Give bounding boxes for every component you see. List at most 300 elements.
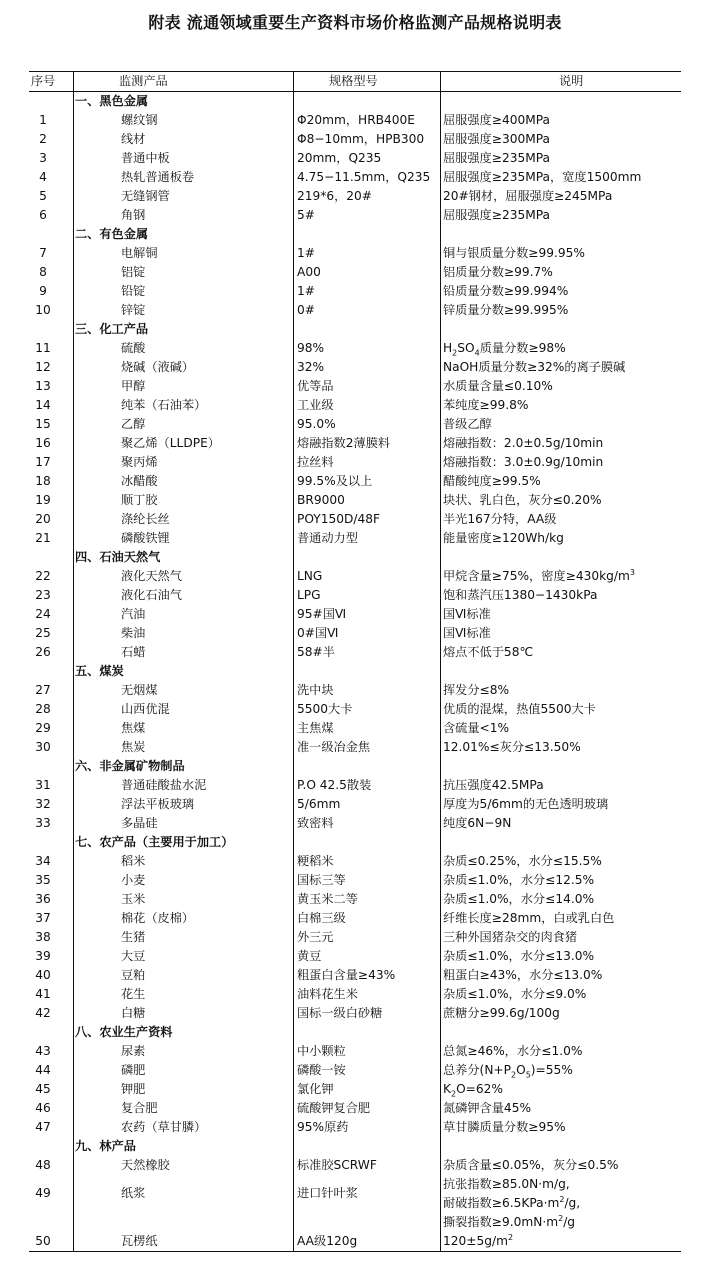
row-number: 13 [35,379,51,393]
column-divider [73,130,74,149]
column-divider [73,833,74,852]
table-row [29,605,681,624]
row-product: 豆粕 [121,968,146,982]
column-divider [73,149,74,168]
column-divider [73,605,74,624]
desc-part: 甲烷含量≥75%，密度≥430kg/m [443,569,630,583]
row-spec: 硫酸钾复合肥 [297,1101,371,1115]
column-divider [440,1042,441,1061]
column-divider [440,757,441,776]
row-desc: 挥发分≤8% [443,683,510,697]
table-row [29,358,681,377]
row-number: 15 [35,417,51,431]
column-divider [73,1232,74,1251]
row-product: 玉米 [121,892,146,906]
row-desc: 国Ⅵ标准 [443,626,491,640]
row-product: 甲醇 [121,379,146,393]
row-number: 41 [35,987,51,1001]
desc-part: K [443,1082,451,1096]
row-spec: 98% [297,341,325,355]
table-row [29,1118,681,1137]
column-divider [73,510,74,529]
column-divider [440,890,441,909]
column-divider [293,567,294,586]
row-desc [443,1213,575,1232]
desc-part: 总养分(N+P [443,1063,511,1077]
row-spec: 主焦煤 [297,721,334,735]
row-product: 冰醋酸 [121,474,158,488]
section-title: 二、有色金属 [75,227,149,241]
table-row [29,795,681,814]
column-divider [73,1004,74,1023]
row-desc: 抗压强度42.5MPa [443,778,544,792]
row-spec: BR9000 [297,493,345,507]
column-divider [73,586,74,605]
column-divider [440,1137,441,1156]
column-divider [440,928,441,947]
row-desc [443,1232,513,1251]
column-divider [73,624,74,643]
row-product: 钾肥 [121,1082,146,1096]
column-divider [73,776,74,795]
row-product: 柴油 [121,626,146,640]
column-divider [73,1099,74,1118]
column-divider [73,871,74,890]
row-number: 40 [35,968,51,982]
column-divider [73,1175,74,1213]
row-desc: 水质量含量≤0.10% [443,379,553,393]
row-desc: 屈服强度≥235MPa，宽度1500mm [443,170,642,184]
column-divider [440,624,441,643]
desc-part: /g, [564,1196,581,1210]
row-product: 稻米 [121,854,146,868]
row-number: 22 [35,569,51,583]
column-divider [440,738,441,757]
column-divider [73,339,74,358]
table-row [29,1004,681,1023]
desc-part: 耐破指数≥6.5KPa·m [443,1196,560,1210]
row-desc: 三种外国猪杂交的肉食猪 [443,930,578,944]
column-divider [73,928,74,947]
row-desc: 总氮≥46%，水分≤1.0% [443,1044,583,1058]
row-spec: 进口针叶浆 [297,1186,358,1200]
column-divider [293,529,294,548]
desc-part: 撕裂指数≥9.0mN·m [443,1215,559,1229]
row-number: 21 [35,531,51,545]
row-product: 热轧普通板卷 [121,170,195,184]
column-divider [293,852,294,871]
row-spec: 4.75−11.5mm，Q235 [297,170,431,184]
column-divider [440,1118,441,1137]
page-title: 附表 流通领域重要生产资料市场价格监测产品规格说明表 [148,13,562,32]
row-spec: POY150D/48F [297,512,380,526]
column-divider [73,1156,74,1175]
header-no: 序号 [30,74,56,88]
row-number: 6 [39,208,47,222]
row-product: 小麦 [121,873,146,887]
row-product: 焦炭 [121,740,146,754]
column-divider [440,244,441,263]
table-row [29,966,681,985]
desc-line [443,1194,580,1213]
row-product: 硫酸 [121,341,146,355]
table-row [29,111,681,130]
row-desc: 杂质≤1.0%，水分≤12.5% [443,873,595,887]
table-header-row [29,72,681,91]
column-divider [73,168,74,187]
row-spec: 95#国Ⅵ [297,607,347,621]
column-divider [293,890,294,909]
row-number: 45 [35,1082,51,1096]
column-divider [293,1156,294,1175]
row-desc: 饱和蒸汽压1380−1430kPa [443,588,598,602]
section-row [29,1023,681,1042]
column-divider [440,947,441,966]
column-divider [293,1023,294,1042]
row-number: 23 [35,588,51,602]
column-divider [440,339,441,358]
row-product: 多晶硅 [121,816,158,830]
row-spec: 致密料 [297,816,334,830]
row-spec: 粳稻米 [297,854,334,868]
column-divider [440,1175,441,1213]
row-number: 42 [35,1006,51,1020]
row-number: 33 [35,816,51,830]
column-divider [73,719,74,738]
column-divider [293,1042,294,1061]
desc-part: 2 [558,1213,564,1223]
section-title: 七、农产品（主要用于加工） [75,835,234,849]
row-product: 聚乙烯（LLDPE） [121,436,220,450]
row-number: 2 [39,132,47,146]
table-row [29,1080,681,1099]
column-divider [73,1213,74,1232]
column-divider [293,1213,294,1232]
table-row [29,149,681,168]
column-divider [293,605,294,624]
row-product: 纸浆 [121,1186,146,1200]
row-number: 25 [35,626,51,640]
column-divider [440,966,441,985]
table-row [29,985,681,1004]
table-row [29,453,681,472]
table-row [29,206,681,225]
row-spec: LPG [297,588,321,602]
table-row [29,643,681,662]
column-divider [440,301,441,320]
column-divider [293,339,294,358]
row-spec: 32% [297,360,325,374]
row-desc: NaOH质量分数≥32%的离子膜碱 [443,360,626,374]
row-desc: 杂质≤0.25%，水分≤15.5% [443,854,602,868]
section-title: 九、林产品 [75,1139,136,1153]
column-divider [73,111,74,130]
column-divider [293,434,294,453]
column-divider [293,168,294,187]
row-spec: 20mm，Q235 [297,151,382,165]
desc-part: )=55% [530,1063,573,1077]
row-spec: P.O 42.5散装 [297,778,372,792]
column-divider [293,187,294,206]
column-divider [440,453,441,472]
table-row [29,586,681,605]
row-number: 18 [35,474,51,488]
column-divider [293,928,294,947]
row-product: 普通中板 [121,151,170,165]
column-divider [440,814,441,833]
table-row [29,472,681,491]
column-divider [293,1118,294,1137]
column-divider [73,643,74,662]
section-row [29,833,681,852]
table-row [29,282,681,301]
column-divider [440,1156,441,1175]
row-desc [443,1175,580,1213]
table-row [29,890,681,909]
column-divider [293,244,294,263]
table-row [29,776,681,795]
row-product: 浮法平板玻璃 [121,797,195,811]
row-spec: A00 [297,265,321,279]
column-divider [73,187,74,206]
row-number: 16 [35,436,51,450]
row-desc: 块状、乳白色，灰分≤0.20% [443,493,602,507]
column-divider [293,415,294,434]
column-divider [440,1004,441,1023]
column-divider [73,1080,74,1099]
row-desc: 熔点不低于58℃ [443,645,534,659]
column-divider [73,415,74,434]
table-row [29,396,681,415]
column-divider [73,681,74,700]
row-spec: 中小颗粒 [297,1044,346,1058]
column-divider [440,320,441,339]
row-number: 11 [35,341,51,355]
row-number: 17 [35,455,51,469]
column-divider [73,434,74,453]
row-product: 锌锭 [121,303,146,317]
row-desc: 粗蛋白≥43%，水分≤13.0% [443,968,603,982]
column-divider [293,1004,294,1023]
row-spec: 58#半 [297,645,335,659]
row-desc: 草甘膦质量分数≥95% [443,1120,566,1134]
row-product: 花生 [121,987,146,1001]
row-product: 角钢 [121,208,146,222]
column-divider [73,1061,74,1080]
column-divider [73,92,74,111]
table-row-continued [29,1213,681,1232]
table-row [29,434,681,453]
row-desc: 熔融指数：2.0±0.5g/10min [443,436,604,450]
column-divider [440,206,441,225]
column-divider [440,130,441,149]
column-divider [73,225,74,244]
row-number: 28 [35,702,51,716]
column-divider [293,966,294,985]
column-divider [440,852,441,871]
column-divider [293,700,294,719]
column-divider [440,605,441,624]
column-divider [440,529,441,548]
column-divider [73,1118,74,1137]
row-number: 50 [35,1234,51,1248]
section-title: 五、煤炭 [75,664,124,678]
row-number: 26 [35,645,51,659]
row-number: 46 [35,1101,51,1115]
table-row [29,700,681,719]
row-product: 铝锭 [121,265,146,279]
row-number: 5 [39,189,47,203]
row-spec: 99.5%及以上 [297,474,373,488]
row-spec: 219*6，20# [297,189,373,203]
column-divider [440,92,441,111]
section-title: 三、化工产品 [75,322,149,336]
column-divider [293,719,294,738]
desc-part: SO [457,341,475,355]
column-divider [440,1232,441,1251]
row-product: 汽油 [121,607,146,621]
column-divider [440,548,441,567]
column-divider [73,757,74,776]
column-divider [440,358,441,377]
table-bottom-rule [29,1251,681,1252]
section-row [29,548,681,567]
row-number: 10 [35,303,51,317]
column-divider [293,776,294,795]
desc-part: 2 [559,1194,565,1204]
column-divider [73,548,74,567]
table-row [29,187,681,206]
row-desc: 熔融指数：3.0±0.9g/10min [443,455,604,469]
column-divider [293,1061,294,1080]
row-product: 螺纹钢 [121,113,158,127]
row-number: 35 [35,873,51,887]
column-divider [293,947,294,966]
row-number: 34 [35,854,51,868]
column-divider [73,72,74,91]
table-row [29,529,681,548]
column-divider [293,510,294,529]
row-spec: 油料花生米 [297,987,358,1001]
row-desc: 纯度6N−9N [443,816,512,830]
row-spec: Φ20mm，HRB400E [297,113,415,127]
desc-line [443,1175,580,1194]
table-row [29,339,681,358]
column-divider [73,1023,74,1042]
row-product: 乙醇 [121,417,146,431]
row-number: 32 [35,797,51,811]
column-divider [440,776,441,795]
column-divider [73,947,74,966]
row-number: 7 [39,246,47,260]
desc-part: O=62% [456,1082,503,1096]
column-divider [293,1232,294,1251]
table-row [29,738,681,757]
section-row [29,92,681,111]
row-desc [443,1061,573,1080]
column-divider [293,282,294,301]
row-spec: Φ8−10mm，HPB300 [297,132,425,146]
row-spec: 国标三等 [297,873,346,887]
row-number: 49 [35,1186,51,1200]
row-desc: 杂质≤1.0%，水分≤9.0% [443,987,587,1001]
column-divider [73,700,74,719]
desc-part: 5 [525,1070,531,1080]
column-divider [73,396,74,415]
column-divider [293,757,294,776]
column-divider [73,1042,74,1061]
row-desc: 氮磷钾含量45% [443,1101,532,1115]
row-spec: 工业级 [297,398,334,412]
row-number: 39 [35,949,51,963]
header-product: 监测产品 [119,74,168,88]
column-divider [293,1080,294,1099]
header-desc: 说明 [559,74,584,88]
row-number: 9 [39,284,47,298]
table-row [29,624,681,643]
table-row [29,719,681,738]
column-divider [293,263,294,282]
row-spec: 标准胶SCRWF [297,1158,377,1172]
row-spec: 0# [297,303,315,317]
table-row [29,130,681,149]
row-desc: 铝质量分数≥99.7% [443,265,553,279]
row-desc: 锌质量分数≥99.995% [443,303,569,317]
column-divider [293,206,294,225]
column-divider [73,567,74,586]
row-product: 聚丙烯 [121,455,158,469]
row-spec: 白棉三级 [297,911,346,925]
row-desc: 杂质≤1.0%，水分≤14.0% [443,892,595,906]
column-divider [293,985,294,1004]
column-divider [440,72,441,91]
row-product: 棉花（皮棉） [121,911,195,925]
row-number: 27 [35,683,51,697]
row-product: 烧碱（液碱） [121,360,195,374]
section-title: 一、黑色金属 [75,94,149,108]
row-spec: 洗中块 [297,683,334,697]
row-product: 焦煤 [121,721,146,735]
row-number: 36 [35,892,51,906]
column-divider [293,1175,294,1213]
row-desc: 半光167分特，AA级 [443,512,557,526]
column-divider [293,738,294,757]
row-number: 29 [35,721,51,735]
table-row [29,1042,681,1061]
row-spec: 熔融指数2薄膜料 [297,436,391,450]
column-divider [293,681,294,700]
column-divider [73,1137,74,1156]
row-product: 顺丁胶 [121,493,158,507]
row-desc: 优质的混煤，热值5500大卡 [443,702,596,716]
row-desc: 能量密度≥120Wh/kg [443,531,564,545]
column-divider [293,72,294,91]
column-divider [440,377,441,396]
row-desc: 苯纯度≥99.8% [443,398,529,412]
table-row [29,1232,681,1251]
row-product: 天然橡胶 [121,1158,170,1172]
desc-part: 3 [629,567,635,577]
column-divider [440,909,441,928]
row-product: 白糖 [121,1006,146,1020]
row-product: 复合肥 [121,1101,158,1115]
row-desc: 12.01%≤灰分≤13.50% [443,740,581,754]
section-title: 六、非金属矿物制品 [75,759,185,773]
row-spec: 黄豆 [297,949,322,963]
column-divider [73,814,74,833]
column-divider [73,966,74,985]
row-spec: 95%原药 [297,1120,349,1134]
